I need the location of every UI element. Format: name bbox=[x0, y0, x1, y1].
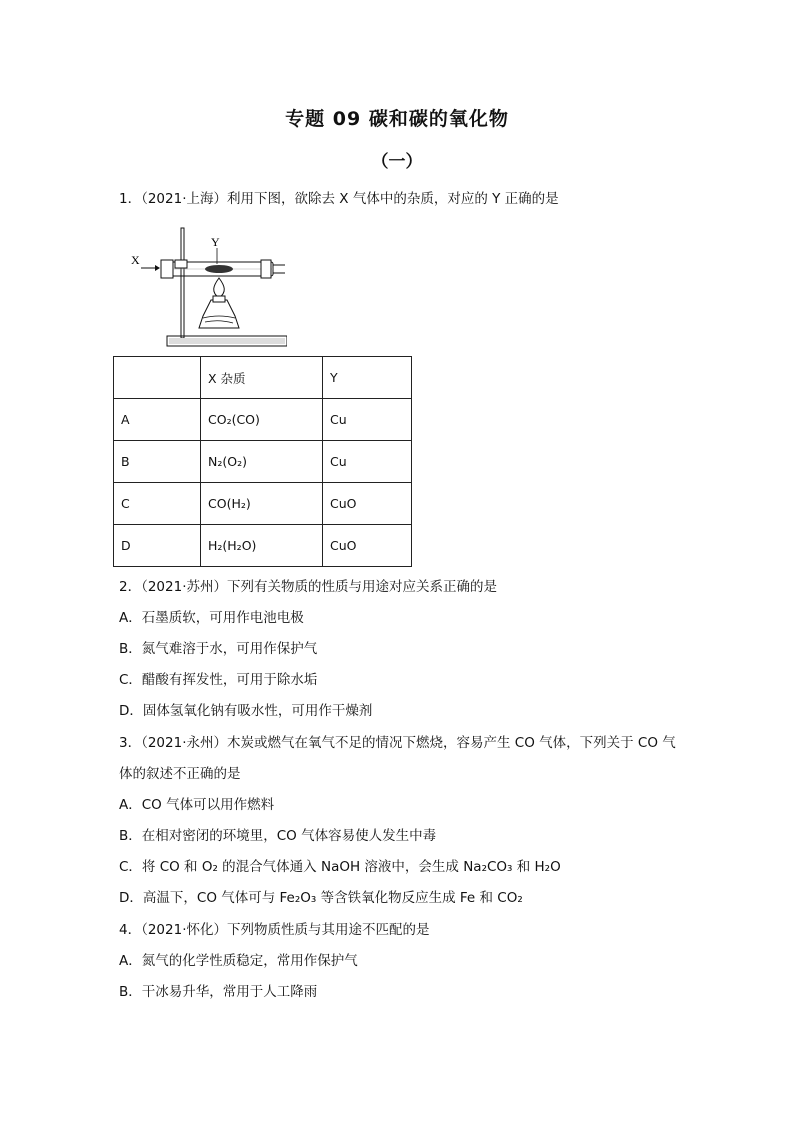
table-header-row bbox=[114, 357, 412, 399]
question-3-option-d: D．高温下，CO 气体可与 Fe₂O₃ 等含铁氧化物反应生成 Fe 和 CO₂ bbox=[119, 890, 523, 906]
table-cell: Cu bbox=[323, 399, 412, 441]
table-cell: N₂(O₂) bbox=[201, 441, 323, 483]
table-cell: C bbox=[114, 483, 201, 525]
question-3-option-b: B．在相对密闭的环境里，CO 气体容易使人发生中毒 bbox=[119, 828, 437, 844]
table-cell: B bbox=[114, 441, 201, 483]
options-table bbox=[113, 356, 412, 567]
figure-label-x: X bbox=[131, 253, 140, 267]
table-row bbox=[114, 483, 412, 525]
question-4-option-b: B．干冰易升华，常用于人工降雨 bbox=[119, 984, 318, 1000]
question-2-stem: 2．（2021·苏州）下列有关物质的性质与用途对应关系正确的是 bbox=[119, 579, 497, 595]
table-cell: CuO bbox=[323, 483, 412, 525]
page-subtitle: （一） bbox=[371, 152, 423, 172]
table-row bbox=[114, 441, 412, 483]
question-2-option-c: C．醋酸有挥发性，可用于除水垢 bbox=[119, 672, 318, 688]
table-row bbox=[114, 399, 412, 441]
apparatus-figure bbox=[127, 224, 287, 350]
table-cell bbox=[114, 357, 201, 399]
figure-label-y: Y bbox=[211, 235, 220, 249]
question-4-stem: 4．（2021·怀化）下列物质性质与其用途不匹配的是 bbox=[119, 922, 430, 938]
question-2-option-d: D．固体氢氧化钠有吸水性，可用作干燥剂 bbox=[119, 703, 373, 719]
table-cell: CuO bbox=[323, 525, 412, 567]
question-2-option-a: A．石墨质软，可用作电池电极 bbox=[119, 610, 304, 626]
question-3-option-a: A．CO 气体可以用作燃料 bbox=[119, 797, 275, 813]
table-cell: X 杂质 bbox=[201, 357, 323, 399]
table-cell: D bbox=[114, 525, 201, 567]
table-row bbox=[114, 525, 412, 567]
table-cell: Cu bbox=[323, 441, 412, 483]
table-cell: H₂(H₂O) bbox=[201, 525, 323, 567]
page-title: 专题 09 碳和碳的氧化物 bbox=[285, 108, 509, 130]
table-cell: A bbox=[114, 399, 201, 441]
question-3-stem: 3．（2021·永州）木炭或燃气在氧气不足的情况下燃烧，容易产生 CO 气体，下列关于 CO 气 bbox=[119, 735, 676, 751]
question-2-option-b: B．氮气难溶于水，可用作保护气 bbox=[119, 641, 318, 657]
question-3-stem-continued: 体的叙述不正确的是 bbox=[119, 766, 241, 782]
table-cell: CO(H₂) bbox=[201, 483, 323, 525]
question-1-stem: 1．（2021·上海）利用下图，欲除去 X 气体中的杂质，对应的 Y 正确的是 bbox=[119, 191, 559, 207]
question-3-option-c: C．将 CO 和 O₂ 的混合气体通入 NaOH 溶液中，会生成 Na₂CO₃ 和 H₂O bbox=[119, 859, 561, 875]
question-4-option-a: A．氮气的化学性质稳定，常用作保护气 bbox=[119, 953, 358, 969]
table-cell: Y bbox=[323, 357, 412, 399]
table-cell: CO₂(CO) bbox=[201, 399, 323, 441]
